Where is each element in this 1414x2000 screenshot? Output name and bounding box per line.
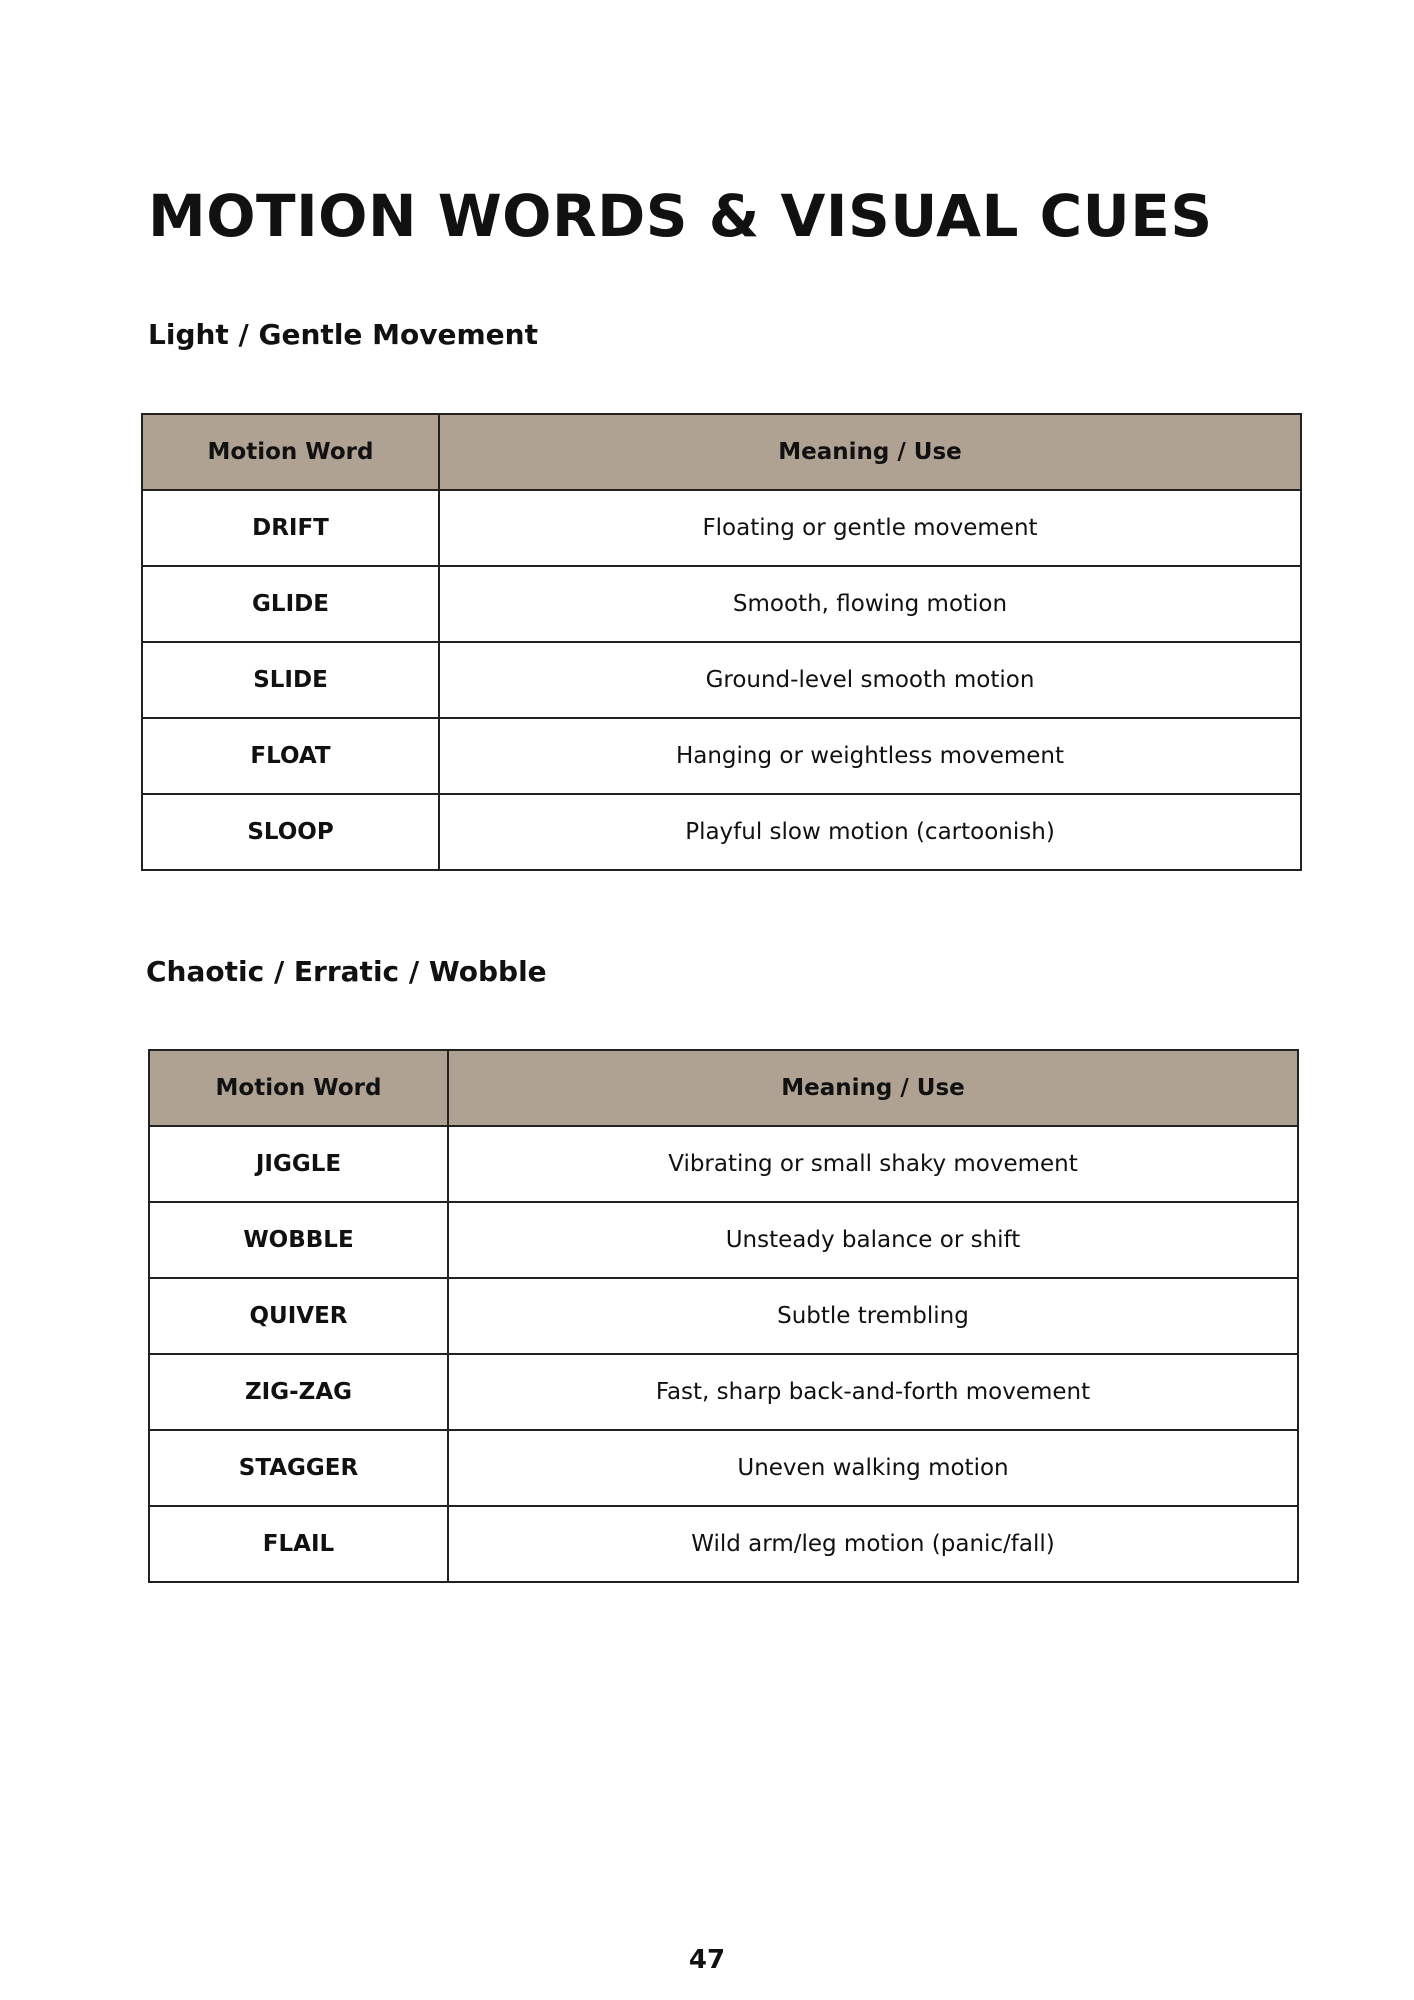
table-row: [142, 642, 1301, 718]
motion-word-cell: STAGGER: [149, 1430, 448, 1506]
motion-word-cell: FLAIL: [149, 1506, 448, 1582]
meaning-cell: Hanging or weightless movement: [439, 718, 1301, 794]
table-row: [149, 1278, 1298, 1354]
meaning-cell: Wild arm/leg motion (panic/fall): [448, 1506, 1298, 1582]
section-heading-chaotic-erratic: Chaotic / Erratic / Wobble: [146, 955, 547, 988]
motion-word-cell: GLIDE: [142, 566, 439, 642]
column-header-meaning: Meaning / Use: [439, 414, 1301, 490]
chaotic-erratic-wobble-table: [148, 1049, 1299, 1583]
table-row: [142, 490, 1301, 566]
table-header-row: [149, 1050, 1298, 1126]
motion-word-cell: FLOAT: [142, 718, 439, 794]
page-number: 47: [688, 1945, 726, 1975]
meaning-cell: Floating or gentle movement: [439, 490, 1301, 566]
meaning-cell: Fast, sharp back-and-forth movement: [448, 1354, 1298, 1430]
table-row: [142, 566, 1301, 642]
table-row: [142, 718, 1301, 794]
column-header-meaning: Meaning / Use: [448, 1050, 1298, 1126]
column-header-motion-word: Motion Word: [142, 414, 439, 490]
meaning-cell: Playful slow motion (cartoonish): [439, 794, 1301, 870]
table-row: [149, 1506, 1298, 1582]
motion-word-cell: WOBBLE: [149, 1202, 448, 1278]
meaning-cell: Subtle trembling: [448, 1278, 1298, 1354]
motion-word-cell: ZIG-ZAG: [149, 1354, 448, 1430]
motion-word-cell: JIGGLE: [149, 1126, 448, 1202]
table-row: [149, 1126, 1298, 1202]
meaning-cell: Unsteady balance or shift: [448, 1202, 1298, 1278]
table-row: [149, 1202, 1298, 1278]
column-header-motion-word: Motion Word: [149, 1050, 448, 1126]
meaning-cell: Uneven walking motion: [448, 1430, 1298, 1506]
motion-word-cell: QUIVER: [149, 1278, 448, 1354]
meaning-cell: Vibrating or small shaky movement: [448, 1126, 1298, 1202]
motion-word-cell: DRIFT: [142, 490, 439, 566]
meaning-cell: Ground-level smooth motion: [439, 642, 1301, 718]
table-header-row: [142, 414, 1301, 490]
section-heading-light-gentle: Light / Gentle Movement: [148, 318, 538, 351]
light-gentle-movement-table: [141, 413, 1302, 871]
motion-word-cell: SLIDE: [142, 642, 439, 718]
table-row: [142, 794, 1301, 870]
motion-word-cell: SLOOP: [142, 794, 439, 870]
table-row: [149, 1430, 1298, 1506]
meaning-cell: Smooth, flowing motion: [439, 566, 1301, 642]
page-title: MOTION WORDS & VISUAL CUES: [148, 182, 1213, 250]
table-row: [149, 1354, 1298, 1430]
